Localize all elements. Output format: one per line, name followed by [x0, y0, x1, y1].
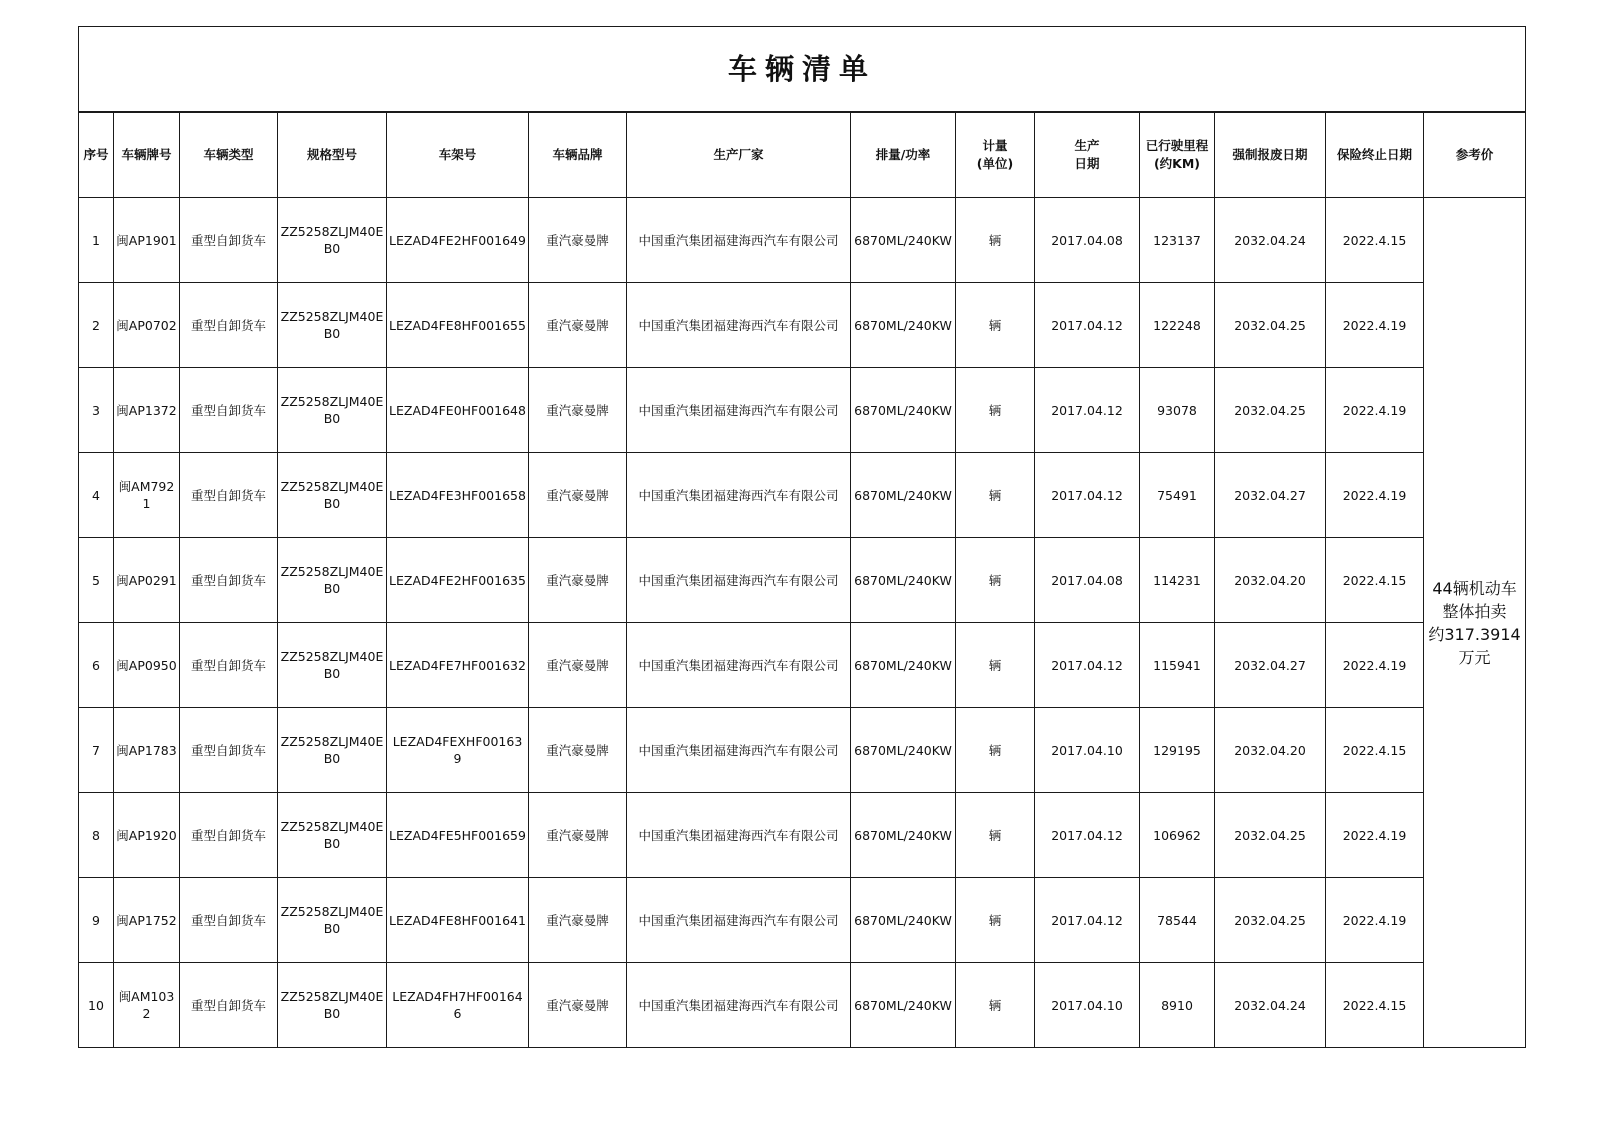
cell-production-date: 2017.04.10 — [1035, 708, 1140, 793]
cell-vin: LEZAD4FEXHF001639 — [387, 708, 529, 793]
cell-manufacturer: 中国重汽集团福建海西汽车有限公司 — [627, 453, 851, 538]
cell-vin: LEZAD4FE3HF001658 — [387, 453, 529, 538]
cell-scrap-date: 2032.04.20 — [1215, 708, 1326, 793]
cell-insurance-end: 2022.4.19 — [1326, 878, 1424, 963]
cell-production-date: 2017.04.12 — [1035, 793, 1140, 878]
cell-brand: 重汽豪曼牌 — [529, 708, 627, 793]
cell-unit: 辆 — [956, 283, 1035, 368]
table-row — [79, 793, 1526, 878]
cell-model: ZZ5258ZLJM40EB0 — [278, 453, 387, 538]
cell-model: ZZ5258ZLJM40EB0 — [278, 198, 387, 283]
table-row — [79, 198, 1526, 283]
cell-unit: 辆 — [956, 708, 1035, 793]
cell-mileage: 114231 — [1140, 538, 1215, 623]
cell-model: ZZ5258ZLJM40EB0 — [278, 283, 387, 368]
cell-unit: 辆 — [956, 963, 1035, 1048]
cell-plate: 闽AP0702 — [114, 283, 180, 368]
cell-mileage: 115941 — [1140, 623, 1215, 708]
cell-production-date: 2017.04.08 — [1035, 198, 1140, 283]
cell-manufacturer: 中国重汽集团福建海西汽车有限公司 — [627, 623, 851, 708]
cell-manufacturer: 中国重汽集团福建海西汽车有限公司 — [627, 283, 851, 368]
column-header: 计量 (单位) — [956, 112, 1035, 198]
cell-production-date: 2017.04.08 — [1035, 538, 1140, 623]
cell-scrap-date: 2032.04.25 — [1215, 368, 1326, 453]
cell-insurance-end: 2022.4.19 — [1326, 793, 1424, 878]
cell-scrap-date: 2032.04.24 — [1215, 963, 1326, 1048]
table-row — [79, 963, 1526, 1048]
cell-manufacturer: 中国重汽集团福建海西汽车有限公司 — [627, 368, 851, 453]
cell-mileage: 8910 — [1140, 963, 1215, 1048]
cell-type: 重型自卸货车 — [180, 708, 278, 793]
cell-mileage: 93078 — [1140, 368, 1215, 453]
cell-unit: 辆 — [956, 623, 1035, 708]
column-header: 序号 — [79, 112, 114, 198]
cell-insurance-end: 2022.4.15 — [1326, 708, 1424, 793]
cell-brand: 重汽豪曼牌 — [529, 963, 627, 1048]
cell-plate: 闽AM1032 — [114, 963, 180, 1048]
cell-plate: 闽AP1920 — [114, 793, 180, 878]
cell-vin: LEZAD4FH7HF001646 — [387, 963, 529, 1048]
cell-displacement: 6870ML/240KW — [851, 283, 956, 368]
cell-manufacturer: 中国重汽集团福建海西汽车有限公司 — [627, 198, 851, 283]
cell-unit: 辆 — [956, 793, 1035, 878]
cell-model: ZZ5258ZLJM40EB0 — [278, 963, 387, 1048]
cell-index: 2 — [79, 283, 114, 368]
cell-manufacturer: 中国重汽集团福建海西汽车有限公司 — [627, 793, 851, 878]
cell-scrap-date: 2032.04.20 — [1215, 538, 1326, 623]
cell-vin: LEZAD4FE7HF001632 — [387, 623, 529, 708]
cell-unit: 辆 — [956, 198, 1035, 283]
column-header: 车辆类型 — [180, 112, 278, 198]
cell-insurance-end: 2022.4.15 — [1326, 538, 1424, 623]
cell-plate: 闽AP1752 — [114, 878, 180, 963]
document-title: 车辆清单 — [79, 27, 1526, 113]
cell-brand: 重汽豪曼牌 — [529, 623, 627, 708]
cell-brand: 重汽豪曼牌 — [529, 793, 627, 878]
table-row — [79, 623, 1526, 708]
cell-scrap-date: 2032.04.27 — [1215, 623, 1326, 708]
cell-index: 3 — [79, 368, 114, 453]
cell-insurance-end: 2022.4.19 — [1326, 283, 1424, 368]
table-row — [79, 708, 1526, 793]
table-row — [79, 453, 1526, 538]
column-header: 排量/功率 — [851, 112, 956, 198]
cell-displacement: 6870ML/240KW — [851, 538, 956, 623]
cell-model: ZZ5258ZLJM40EB0 — [278, 793, 387, 878]
column-header: 保险终止日期 — [1326, 112, 1424, 198]
column-header: 强制报废日期 — [1215, 112, 1326, 198]
title-row — [79, 27, 1526, 113]
cell-mileage: 129195 — [1140, 708, 1215, 793]
cell-plate: 闽AP1901 — [114, 198, 180, 283]
cell-index: 6 — [79, 623, 114, 708]
cell-type: 重型自卸货车 — [180, 878, 278, 963]
cell-production-date: 2017.04.12 — [1035, 453, 1140, 538]
cell-model: ZZ5258ZLJM40EB0 — [278, 878, 387, 963]
cell-vin: LEZAD4FE2HF001649 — [387, 198, 529, 283]
vehicle-list-sheet — [78, 26, 1525, 1048]
cell-vin: LEZAD4FE5HF001659 — [387, 793, 529, 878]
cell-vin: LEZAD4FE8HF001641 — [387, 878, 529, 963]
cell-manufacturer: 中国重汽集团福建海西汽车有限公司 — [627, 708, 851, 793]
cell-insurance-end: 2022.4.15 — [1326, 198, 1424, 283]
cell-production-date: 2017.04.10 — [1035, 963, 1140, 1048]
cell-insurance-end: 2022.4.19 — [1326, 453, 1424, 538]
cell-mileage: 75491 — [1140, 453, 1215, 538]
cell-unit: 辆 — [956, 878, 1035, 963]
cell-displacement: 6870ML/240KW — [851, 198, 956, 283]
cell-type: 重型自卸货车 — [180, 368, 278, 453]
cell-production-date: 2017.04.12 — [1035, 878, 1140, 963]
cell-model: ZZ5258ZLJM40EB0 — [278, 708, 387, 793]
cell-plate: 闽AP1372 — [114, 368, 180, 453]
table-body — [79, 198, 1526, 1048]
cell-displacement: 6870ML/240KW — [851, 453, 956, 538]
cell-mileage: 78544 — [1140, 878, 1215, 963]
cell-production-date: 2017.04.12 — [1035, 283, 1140, 368]
cell-insurance-end: 2022.4.15 — [1326, 963, 1424, 1048]
column-header: 规格型号 — [278, 112, 387, 198]
cell-unit: 辆 — [956, 538, 1035, 623]
cell-scrap-date: 2032.04.25 — [1215, 878, 1326, 963]
cell-index: 1 — [79, 198, 114, 283]
table-row — [79, 283, 1526, 368]
cell-brand: 重汽豪曼牌 — [529, 198, 627, 283]
cell-plate: 闽AP0950 — [114, 623, 180, 708]
cell-scrap-date: 2032.04.25 — [1215, 793, 1326, 878]
vehicle-table — [78, 26, 1526, 1048]
cell-brand: 重汽豪曼牌 — [529, 283, 627, 368]
column-header: 生产厂家 — [627, 112, 851, 198]
cell-plate: 闽AM7921 — [114, 453, 180, 538]
cell-type: 重型自卸货车 — [180, 283, 278, 368]
cell-model: ZZ5258ZLJM40EB0 — [278, 623, 387, 708]
cell-index: 5 — [79, 538, 114, 623]
cell-displacement: 6870ML/240KW — [851, 963, 956, 1048]
cell-mileage: 122248 — [1140, 283, 1215, 368]
table-row — [79, 368, 1526, 453]
cell-type: 重型自卸货车 — [180, 538, 278, 623]
cell-unit: 辆 — [956, 368, 1035, 453]
cell-vin: LEZAD4FE0HF001648 — [387, 368, 529, 453]
cell-type: 重型自卸货车 — [180, 793, 278, 878]
table-row — [79, 538, 1526, 623]
column-header: 车辆品牌 — [529, 112, 627, 198]
cell-index: 9 — [79, 878, 114, 963]
column-header: 生产 日期 — [1035, 112, 1140, 198]
cell-type: 重型自卸货车 — [180, 963, 278, 1048]
cell-model: ZZ5258ZLJM40EB0 — [278, 538, 387, 623]
column-header: 已行驶里程 (约KM) — [1140, 112, 1215, 198]
cell-scrap-date: 2032.04.27 — [1215, 453, 1326, 538]
header-row — [79, 112, 1526, 198]
cell-displacement: 6870ML/240KW — [851, 708, 956, 793]
cell-brand: 重汽豪曼牌 — [529, 453, 627, 538]
cell-type: 重型自卸货车 — [180, 453, 278, 538]
cell-displacement: 6870ML/240KW — [851, 623, 956, 708]
cell-mileage: 123137 — [1140, 198, 1215, 283]
cell-production-date: 2017.04.12 — [1035, 368, 1140, 453]
cell-plate: 闽AP1783 — [114, 708, 180, 793]
cell-production-date: 2017.04.12 — [1035, 623, 1140, 708]
cell-vin: LEZAD4FE2HF001635 — [387, 538, 529, 623]
cell-plate: 闽AP0291 — [114, 538, 180, 623]
cell-displacement: 6870ML/240KW — [851, 368, 956, 453]
column-header: 车辆牌号 — [114, 112, 180, 198]
reference-price-cell: 44辆机动车 整体拍卖 约317.3914 万元 — [1424, 198, 1526, 1048]
cell-scrap-date: 2032.04.25 — [1215, 283, 1326, 368]
column-header: 参考价 — [1424, 112, 1526, 198]
cell-type: 重型自卸货车 — [180, 623, 278, 708]
table-row — [79, 878, 1526, 963]
cell-unit: 辆 — [956, 453, 1035, 538]
cell-index: 4 — [79, 453, 114, 538]
cell-brand: 重汽豪曼牌 — [529, 878, 627, 963]
cell-manufacturer: 中国重汽集团福建海西汽车有限公司 — [627, 963, 851, 1048]
cell-brand: 重汽豪曼牌 — [529, 538, 627, 623]
cell-manufacturer: 中国重汽集团福建海西汽车有限公司 — [627, 878, 851, 963]
cell-index: 7 — [79, 708, 114, 793]
cell-model: ZZ5258ZLJM40EB0 — [278, 368, 387, 453]
cell-displacement: 6870ML/240KW — [851, 793, 956, 878]
cell-brand: 重汽豪曼牌 — [529, 368, 627, 453]
cell-index: 10 — [79, 963, 114, 1048]
cell-insurance-end: 2022.4.19 — [1326, 623, 1424, 708]
column-header: 车架号 — [387, 112, 529, 198]
cell-scrap-date: 2032.04.24 — [1215, 198, 1326, 283]
cell-index: 8 — [79, 793, 114, 878]
cell-displacement: 6870ML/240KW — [851, 878, 956, 963]
cell-mileage: 106962 — [1140, 793, 1215, 878]
cell-vin: LEZAD4FE8HF001655 — [387, 283, 529, 368]
cell-insurance-end: 2022.4.19 — [1326, 368, 1424, 453]
cell-manufacturer: 中国重汽集团福建海西汽车有限公司 — [627, 538, 851, 623]
cell-type: 重型自卸货车 — [180, 198, 278, 283]
